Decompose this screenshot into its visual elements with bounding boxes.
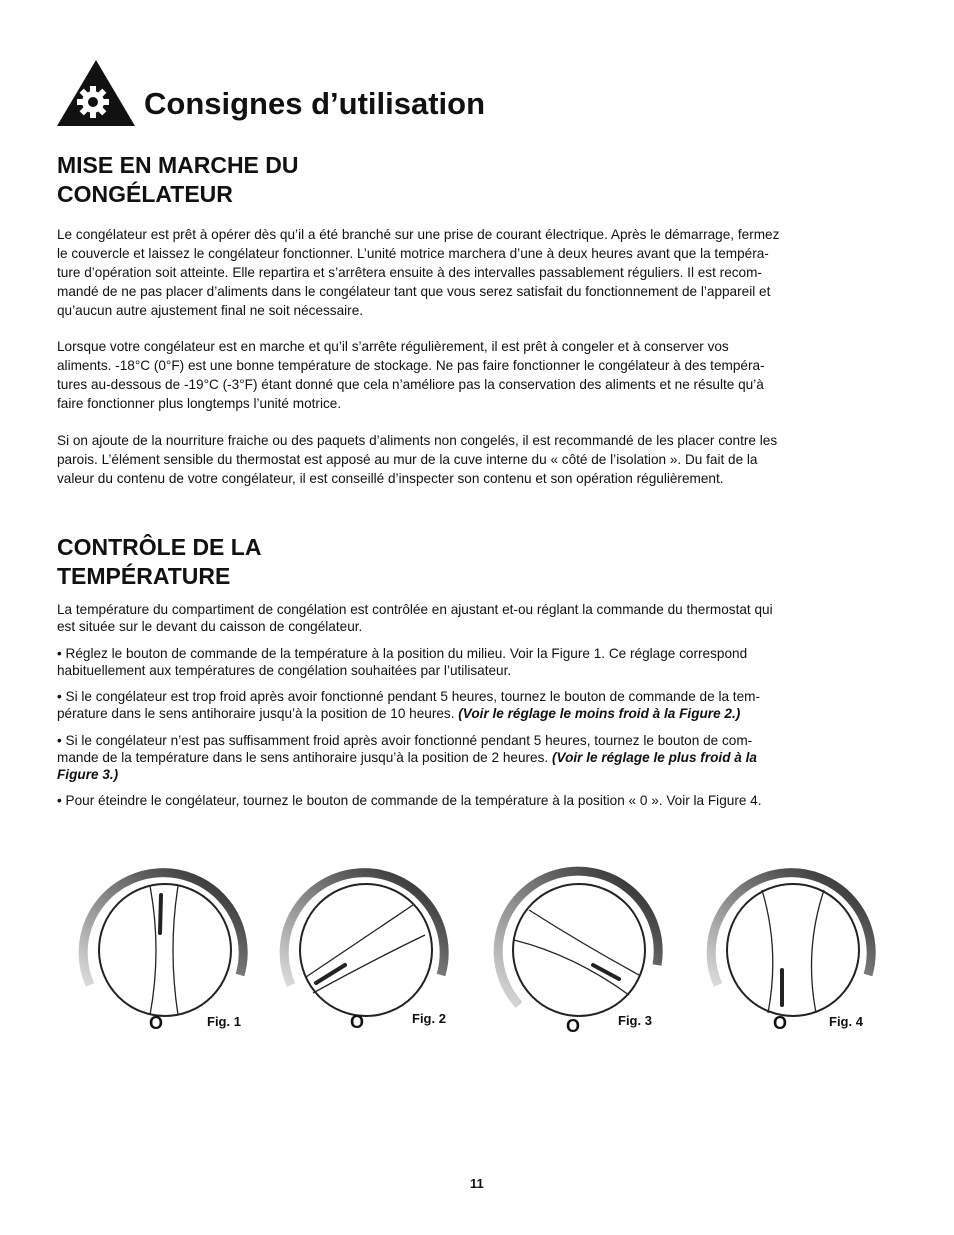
zero-mark: O: [566, 1016, 581, 1036]
text-line: Si on ajoute de la nourriture fraiche ou des paquets d’aliments non congelés, il est recommandé de les placer contre les: [57, 433, 778, 448]
text-line: • Si le congélateur n’est pas suffisamment froid après avoir fonctionné pendant 5 heures, tournez le bouton de com-: [57, 733, 753, 748]
text-line: [57, 766, 897, 783]
paragraph-startup-1: [57, 225, 897, 320]
figure-caption-2: Fig. 2: [412, 1011, 446, 1026]
section-heading-temperature: [57, 533, 261, 591]
zero-mark: O: [149, 1013, 164, 1033]
text-line: parois. L’élément sensible du thermostat est apposé au mur de la cuve interne du « côté de l’isolation ». Du fait de la: [57, 452, 758, 467]
emphasis-note: (Voir le réglage le plus froid à la: [551, 750, 757, 765]
text-line: [57, 749, 897, 766]
text-line: aliments. -18°C (0°F) est une bonne température de stockage. Ne pas faire fonctionner le congélateur à des tempéra-: [57, 358, 765, 373]
text-line: tures au-dessous de -19°C (-3°F) étant donné que cela n’améliore pas la conservation des aliments et ne résulte qu’à: [57, 377, 764, 392]
text-line: est située sur le devant du caisson de congélateur.: [57, 619, 363, 634]
bullet-item-middle-position: [57, 645, 897, 679]
text-line: • Si le congélateur est trop froid après avoir fonctionné pendant 5 heures, tournez le bouton de commande de la tem-: [57, 689, 760, 704]
section-heading-line: CONTRÔLE DE LA: [57, 534, 262, 560]
figure-caption-3: Fig. 3: [618, 1013, 652, 1028]
section-heading-line: MISE EN MARCHE DU: [57, 152, 299, 178]
text-line: mandé de ne pas placer d’aliments dans le congélateur tant que vous serez satisfait du fonctionnement de l’appareil et: [57, 284, 771, 299]
bullet-item-too-cold: [57, 688, 897, 722]
text-line: • Pour éteindre le congélateur, tournez le bouton de commande de la température à la position « 0 ». Voir la Figure 4.: [57, 793, 762, 808]
section-heading-line: CONGÉLATEUR: [57, 181, 233, 207]
text-span: mande de la température dans le sens antihoraire jusqu’à la position de 2 heures.: [57, 750, 552, 765]
text-line: habituellement aux températures de congélation souhaitées par l’utilisateur.: [57, 663, 512, 678]
text-line: valeur du contenu de votre congélateur, il est conseillé d’inspecter son contenu et son opération régulièrement.: [57, 471, 724, 486]
paragraph-startup-2: [57, 337, 897, 413]
text-line: Lorsque votre congélateur est en marche et qu’il s’arrête régulièrement, il est prêt à congeler et à conserver vos: [57, 339, 729, 354]
text-line: le couvercle et laissez le congélateur fonctionner. L’unité motrice marchera d’une à deux heures avant que la tempéra-: [57, 246, 769, 261]
zero-mark: O: [773, 1013, 788, 1033]
figure-caption-1: Fig. 1: [207, 1014, 241, 1029]
emphasis-note: Figure 3.): [57, 767, 119, 782]
text-line: ture d’opération soit atteinte. Elle repartira et s’arrêtera ensuite à des intervalles passablement réguliers. Il est recom-: [57, 265, 762, 280]
emphasis-note: (Voir le réglage le moins froid à la Figure 2.): [458, 706, 741, 721]
bullet-item-turn-off: [57, 792, 897, 809]
text-line: qu’aucun autre ajustement final ne soit nécessaire.: [57, 303, 364, 318]
gear-warning-triangle-icon: [55, 58, 137, 128]
bullet-item-not-cold-enough: [57, 732, 897, 783]
figure-caption-4: Fig. 4: [829, 1014, 863, 1029]
text-span: pérature dans le sens antihoraire jusqu’à la position de 10 heures.: [57, 706, 459, 721]
text-line: Le congélateur est prêt à opérer dès qu’il a été branché sur une prise de courant électrique. Après le démarrage, fermez: [57, 227, 780, 242]
page-number: 11: [470, 1176, 484, 1191]
section-heading-startup: [57, 151, 299, 209]
text-line: La température du compartiment de congélation est contrôlée en ajustant et-ou réglant la commande du thermostat qui: [57, 602, 773, 617]
section-heading-line: TEMPÉRATURE: [57, 563, 231, 589]
text-line: faire fonctionner plus longtemps l’unité motrice.: [57, 396, 342, 411]
text-line: • Réglez le bouton de commande de la température à la position du milieu. Voir la Figure 1. Ce réglage correspond: [57, 646, 748, 661]
zero-mark: O: [350, 1012, 365, 1032]
text-line: [57, 705, 897, 722]
paragraph-startup-3: [57, 431, 897, 488]
page-title: Consignes d’utilisation: [144, 86, 486, 121]
paragraph-temperature-intro: [57, 601, 897, 635]
